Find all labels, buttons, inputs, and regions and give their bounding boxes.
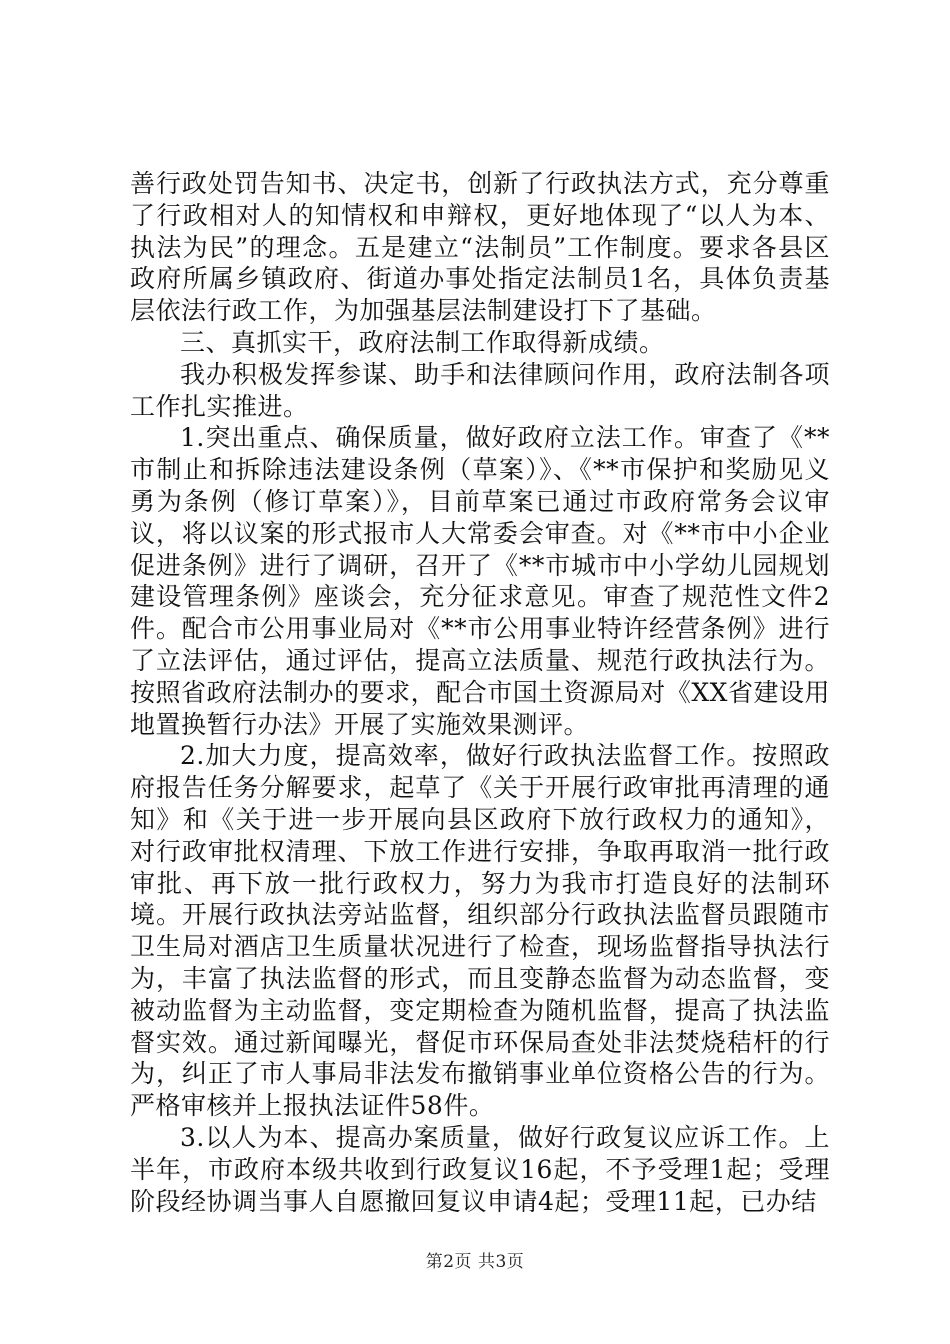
paragraph-item-1: 1.突出重点、确保质量，做好政府立法工作。审查了《**市制止和拆除违法建设条例（草案）》、《**市保护和奖励见义勇为条例（修订草案）》，目前草案已通过市政府常务会议审议，将以议案的形式报市人大常委会审查。对《**市中小企业促进条例》进行了调研，召开了《**市城市中小学幼儿园规划建设管理条例》座谈会，充分征求意见。审查了规范性文件2件。配合市公用事业局对《**市公用事业特许经营条例》进行了立法评估，通过评估，提高立法质量、规范行政执法行为。按照省政府法制办的要求，配合市国土资源局对《XX省建设用地置换暂行办法》开展了实施效果测评。 bbox=[130, 423, 830, 739]
section-heading: 三、真抓实干，政府法制工作取得新成绩。 bbox=[180, 327, 665, 357]
paragraph-continuation: 善行政处罚告知书、决定书，创新了行政执法方式，充分尊重了行政相对人的知情权和申辩权，更好地体现了“以人为本、执法为民”的理念。五是建立“法制员”工作制度。要求各县区政府所属乡镇政府、街道办事处指定法制员1名，具体负责基层依法行政工作，为加强基层法制建设打下了基础。 bbox=[130, 169, 830, 326]
paragraph-intro: 我办积极发挥参谋、助手和法律顾问作用，政府法制各项工作扎实推进。 bbox=[130, 359, 830, 421]
paragraph-item-3: 3.以人为本、提高办案质量，做好行政复议应诉工作。上半年，市政府本级共收到行政复议16起，不予受理1起；受理阶段经协调当事人自愿撤回复议申请4起；受理11起，已办结 bbox=[130, 1122, 830, 1216]
document-body bbox=[130, 168, 830, 1217]
page-footer: 第2页 共3页 bbox=[425, 1252, 525, 1272]
paragraph-item-2: 2.加大力度，提高效率，做好行政执法监督工作。按照政府报告任务分解要求，起草了《关于开展行政审批再清理的通知》和《关于进一步开展向县区政府下放行政权力的通知》，对行政审批权清理、下放工作进行安排，争取再取消一批行政审批、再下放一批行政权力，努力为我市打造良好的法制环境。开展行政执法旁站监督，组织部分行政执法监督员跟随市卫生局对酒店卫生质量状况进行了检查，现场监督指导执法行为，丰富了执法监督的形式，而且变静态监督为动态监督，变被动监督为主动监督，变定期检查为随机监督，提高了执法监督实效。通过新闻曝光，督促市环保局查处非法焚烧秸杆的行为，纠正了市人事局非法发布撤销事业单位资格公告的行为。严格审核并上报执法证件58件。 bbox=[130, 741, 830, 1121]
